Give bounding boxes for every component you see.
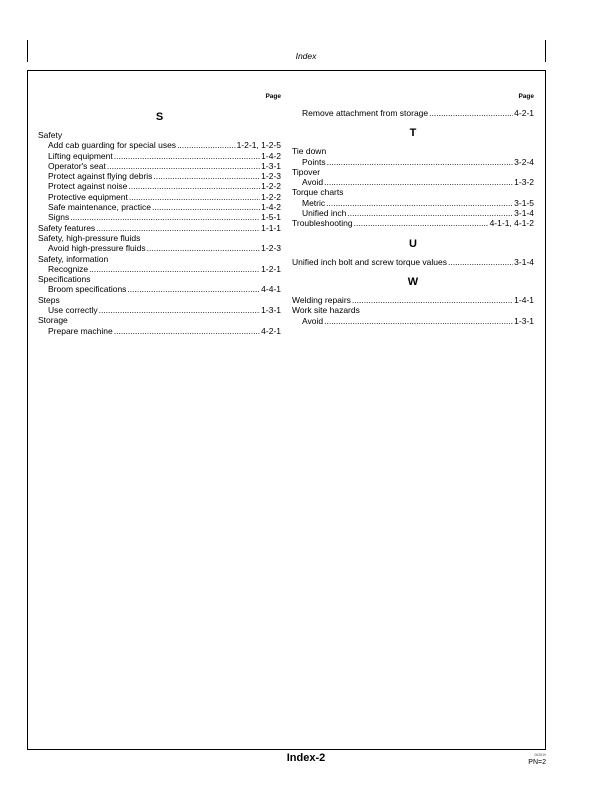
index-entry-page: 4-2-1: [261, 325, 281, 336]
dot-leader: [129, 192, 260, 202]
index-sections: [292, 126, 534, 326]
dot-leader: [326, 198, 513, 208]
index-entry: [38, 305, 281, 315]
index-entry-list: [292, 108, 534, 118]
dot-leader: [70, 212, 260, 222]
index-entry: [292, 157, 534, 167]
index-entry-page: 1-2-1, 1-2-5: [236, 140, 281, 151]
index-heading: Torque charts: [292, 187, 344, 198]
dot-leader: [99, 305, 261, 315]
index-entry: [38, 161, 281, 171]
dot-leader: [152, 202, 260, 212]
index-entry-text: Unified inch: [302, 208, 347, 219]
index-entry: [38, 243, 281, 253]
index-column-right: [292, 92, 534, 326]
index-entry-text: Prepare machine: [48, 325, 113, 336]
index-entry-list: [292, 295, 534, 326]
index-entry-page: 4-1-1, 4-1-2: [489, 218, 534, 229]
index-heading: Safety: [38, 130, 63, 140]
index-entry-text: Welding repairs: [292, 294, 351, 305]
frame-right-line: [545, 70, 546, 750]
index-entry-page: 1-2-3: [261, 243, 281, 254]
index-entry-text: Use correctly: [48, 305, 98, 316]
index-entry-text: Avoid: [302, 177, 324, 188]
index-entry: [292, 295, 534, 305]
dot-leader: [324, 316, 513, 326]
dot-leader: [127, 284, 260, 294]
index-section: [292, 237, 534, 267]
index-entry-page: 1-2-3: [261, 171, 281, 182]
dot-leader: [324, 177, 513, 187]
index-entry-text: Protect against noise: [48, 181, 128, 192]
page-column-label: Page: [265, 93, 281, 100]
index-heading: Safety, information: [38, 253, 109, 264]
index-entry: [38, 140, 281, 150]
index-letter-heading: W: [407, 275, 419, 288]
dot-leader: [352, 295, 513, 305]
index-entry-page: 4-4-1: [261, 284, 281, 295]
index-entry-text: Recognize: [48, 263, 89, 274]
index-entry-page: 1-4-1: [514, 294, 534, 305]
index-entry-list: [292, 146, 534, 228]
index-entry: [38, 223, 281, 233]
index-entry-text: Protect against flying debris: [48, 171, 153, 182]
index-entry: [38, 192, 281, 202]
index-column-left: [38, 92, 281, 336]
index-entry-list: [38, 130, 281, 336]
index-entry-text: Unified inch bolt and screw torque values: [292, 256, 447, 267]
dot-leader: [89, 264, 260, 274]
index-entry-text: Broom specifications: [48, 284, 127, 295]
index-entry-text: Metric: [302, 197, 326, 208]
dot-leader: [114, 151, 260, 161]
index-entry: [292, 108, 534, 118]
dot-leader: [177, 140, 236, 150]
dot-leader: [327, 157, 514, 167]
index-letter-heading: U: [409, 237, 417, 250]
index-entry: [292, 208, 534, 218]
index-entry-page: 3-1-5: [514, 197, 534, 208]
index-entry-page: 1-1-1: [261, 222, 281, 233]
index-entry-text: Protective equipment: [48, 191, 128, 202]
index-entry-page: 3-2-4: [514, 156, 534, 167]
index-entry-text: Add cab guarding for special uses: [48, 140, 177, 151]
index-heading: Steps: [38, 294, 60, 305]
index-section: [292, 275, 534, 326]
index-heading: Tipover: [292, 166, 321, 177]
index-heading: Specifications: [38, 274, 91, 285]
index-heading: Safety, high-pressure fluids: [38, 232, 141, 243]
page-number: Index-2: [286, 752, 326, 764]
index-entry-page: 1-3-2: [514, 177, 534, 188]
dot-leader: [147, 243, 261, 253]
index-letter-heading: T: [409, 127, 417, 140]
index-entry: [38, 171, 281, 181]
footer-rule: [27, 749, 546, 750]
dot-leader: [448, 257, 513, 267]
index-heading: Storage: [38, 315, 68, 326]
index-entry-page: 1-5-1: [261, 212, 281, 223]
index-entry-text: Points: [302, 156, 326, 167]
index-entry-page: 1-2-2: [261, 181, 281, 192]
index-entry: [292, 218, 534, 228]
dot-leader: [429, 108, 513, 118]
index-entry-text: Safety features: [38, 222, 96, 233]
dot-leader: [107, 161, 260, 171]
index-entry: [38, 284, 281, 294]
dot-leader: [114, 326, 260, 336]
index-entry: [38, 264, 281, 274]
index-entry-text: Remove attachment from storage: [302, 108, 429, 118]
dot-leader: [96, 223, 260, 233]
index-entry: [292, 257, 534, 267]
index-heading: Work site hazards: [292, 305, 360, 316]
index-entry-page: 3-1-4: [514, 256, 534, 267]
running-header-title: Index: [295, 51, 317, 61]
index-entry-page: 1-2-2: [261, 191, 281, 202]
dot-leader: [128, 181, 260, 191]
index-entry-page: 1-3-1: [261, 305, 281, 316]
index-entry: [38, 181, 281, 191]
index-entry-page: 1-3-1: [514, 315, 534, 326]
index-entry-text: Operator's seat: [48, 160, 106, 171]
index-letter-heading: S: [155, 111, 164, 123]
index-entry-page: 3-1-4: [514, 208, 534, 219]
frame-left-line: [27, 70, 28, 750]
index-entry-text: Safe maintenance, practice: [48, 202, 152, 213]
dot-leader: [153, 171, 260, 181]
index-entry-text: Avoid: [302, 315, 324, 326]
pn-label: PN=2: [528, 759, 546, 766]
index-section: [292, 126, 534, 228]
page-column-label: Page: [518, 93, 534, 100]
index-entry-text: Lifting equipment: [48, 150, 113, 161]
index-entry: [38, 151, 281, 161]
index-entry-text: Troubleshooting: [292, 218, 353, 229]
index-entry-page: 1-4-2: [261, 202, 281, 213]
index-entry: [38, 212, 281, 222]
index-heading: Tie down: [292, 146, 327, 157]
index-entry-list: [292, 257, 534, 267]
index-entry: [38, 326, 281, 336]
index-entry-page: 4-2-1: [514, 108, 534, 118]
dot-leader: [354, 218, 489, 228]
index-entry: [292, 316, 534, 326]
index-entry: [292, 198, 534, 208]
dot-leader: [347, 208, 513, 218]
document-code: 062819: [534, 753, 546, 757]
index-entry-page: 1-2-1: [261, 263, 281, 274]
index-entry-text: Avoid high-pressure fluids: [48, 243, 146, 254]
header-rule: [27, 70, 546, 71]
index-entry: [292, 177, 534, 187]
index-entry-text: Signs: [48, 212, 70, 223]
index-entry-page: 1-4-2: [261, 150, 281, 161]
index-entry: [38, 202, 281, 212]
index-entry-page: 1-3-1: [261, 160, 281, 171]
